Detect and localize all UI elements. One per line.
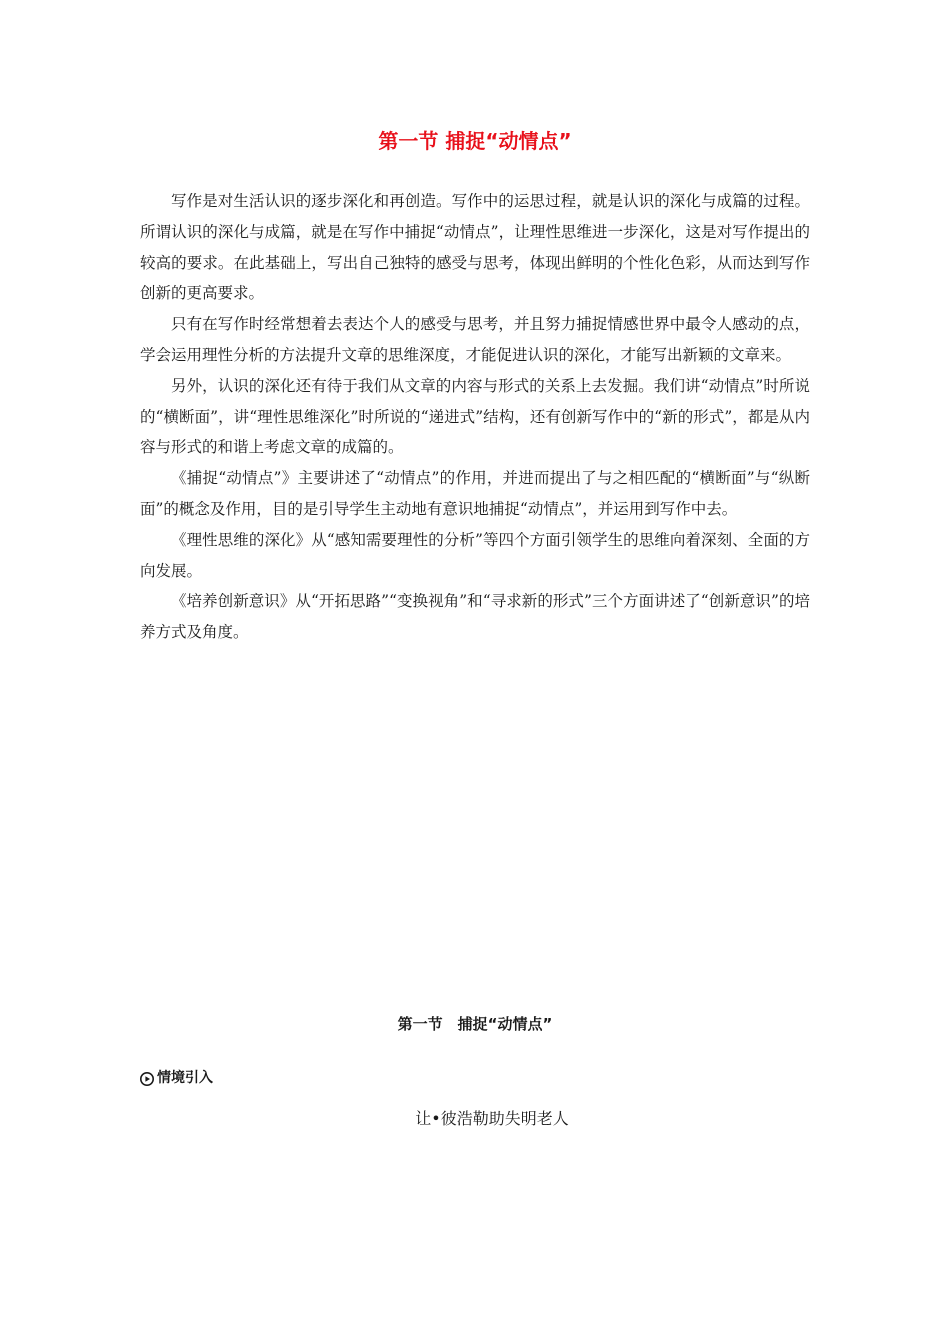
intro-paragraph-5: 《理性思维的深化》从“感知需要理性的分析”等四个方面引领学生的思维向着深刻、全面的方向发展。 (140, 530, 810, 580)
intro-paragraph-3: 另外，认识的深化还有待于我们从文章的内容与形式的关系上去发掘。我们讲“动情点”时所说的“横断面”，讲“理性思维深化”时所说的“递进式”结构，还有创新写作中的“新的形式”，都是从内容与形式的和谐上考虑文章的成篇的。 (140, 376, 810, 457)
story-title: 让•彼浩勒助失明老人 (415, 1109, 569, 1128)
intro-paragraph-6: 《培养创新意识》从“开拓思路”“变换视角”和“寻求新的形式”三个方面讲述了“创新意识”的培养方式及角度。 (140, 592, 810, 642)
subsection-header (140, 1067, 213, 1089)
play-circle-icon (140, 1071, 154, 1085)
subsection-label: 情境引入 (157, 1070, 213, 1086)
intro-paragraph-4: 《捕捉“动情点”》主要讲述了“动情点”的作用，并进而提出了与之相匹配的“横断面”与“纵断面”的概念及作用，目的是引导学生主动地有意识地捕捉“动情点”，并运用到写作中去。 (140, 469, 810, 518)
page-title: 第一节 捕捉“动情点” (378, 129, 572, 153)
intro-text (140, 186, 810, 648)
intro-paragraph-2: 只有在写作时经常想着去表达个人的感受与思考，并且努力捕捉情感世界中最令人感动的点，学会运用理性分析的方法提升文章的思维深度，才能促进认识的深化，才能写出新颖的文章来。 (140, 315, 810, 364)
intro-paragraph-1: 写作是对生活认识的逐步深化和再创造。写作中的运思过程，就是认识的深化与成篇的过程。所谓认识的深化与成篇，就是在写作中捕捉“动情点”，让理性思维进一步深化，这是对写作提出的较高的要求。在此基础上，写出自己独特的感受与思考，体现出鲜明的个性化色彩，从而达到写作创新的更高要求。 (140, 192, 810, 303)
section-heading: 第一节 捕捉“动情点” (397, 1015, 553, 1033)
